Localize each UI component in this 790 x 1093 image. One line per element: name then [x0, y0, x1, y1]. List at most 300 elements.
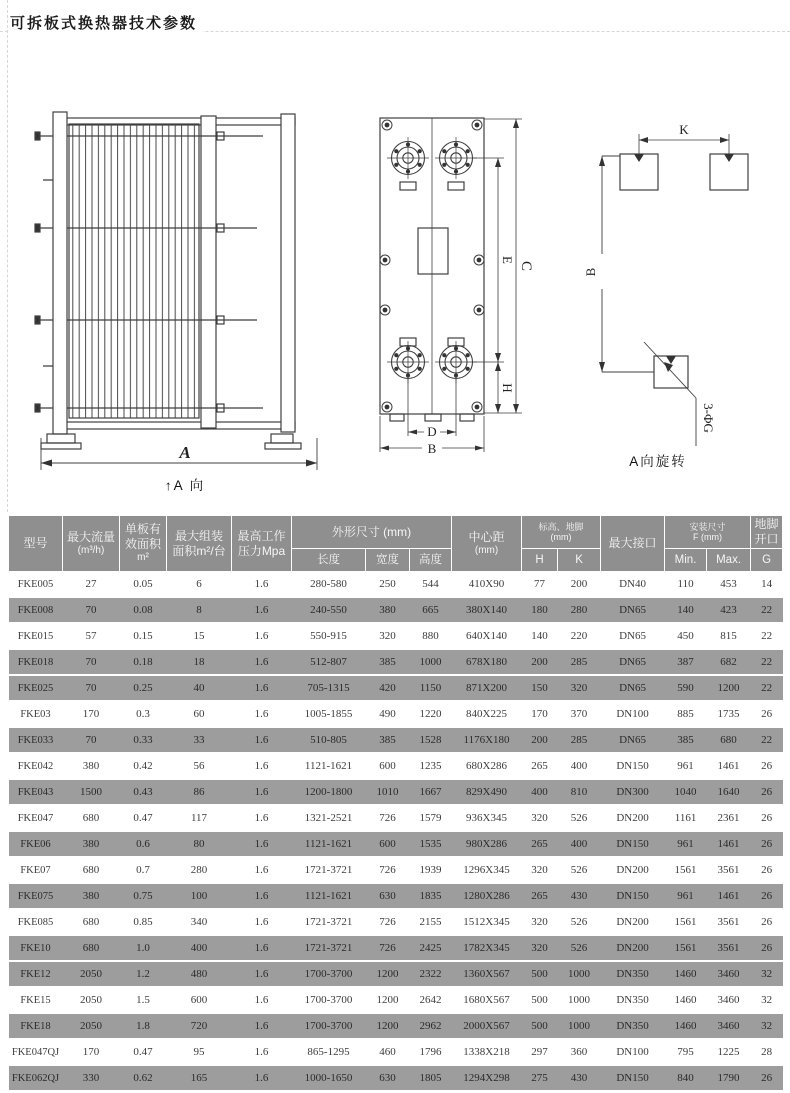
value-cell: DN200 — [601, 935, 665, 961]
value-cell: 26 — [751, 909, 783, 935]
value-cell: 1796 — [410, 1039, 452, 1065]
plate-pack — [69, 124, 199, 418]
edge-bolt — [474, 255, 484, 265]
model-cell: FKE06 — [9, 831, 63, 857]
value-cell: 885 — [665, 701, 707, 727]
value-cell: 320 — [522, 805, 558, 831]
value-cell: DN65 — [601, 675, 665, 701]
value-cell: 40 — [167, 675, 232, 701]
value-cell: DN200 — [601, 909, 665, 935]
value-cell: 170 — [63, 1039, 120, 1065]
value-cell: 380 — [63, 753, 120, 779]
value-cell: 961 — [665, 883, 707, 909]
value-cell: 526 — [558, 805, 601, 831]
value-cell: 500 — [522, 1013, 558, 1039]
value-cell: 1.6 — [232, 1065, 292, 1091]
value-cell: 460 — [366, 1039, 410, 1065]
value-cell: DN65 — [601, 597, 665, 623]
value-cell: 95 — [167, 1039, 232, 1065]
foot-plan-arrows — [599, 137, 734, 372]
value-cell: 80 — [167, 831, 232, 857]
value-cell: 26 — [751, 935, 783, 961]
value-cell: 170 — [522, 701, 558, 727]
value-cell: 430 — [558, 1065, 601, 1091]
value-cell: 1000 — [558, 1013, 601, 1039]
value-cell: 250 — [366, 572, 410, 598]
table-row — [9, 961, 783, 987]
side-view-caption: ↑A 向 — [164, 478, 206, 493]
value-cell: 544 — [410, 572, 452, 598]
value-cell: 1667 — [410, 779, 452, 805]
dim-d-label: D — [427, 424, 437, 439]
hole-note-label: 3-ΦG — [701, 403, 716, 433]
value-cell: 682 — [707, 649, 751, 675]
value-cell: 0.3 — [120, 701, 167, 727]
value-cell: 3561 — [707, 935, 751, 961]
table-row — [9, 805, 783, 831]
value-cell: 275 — [522, 1065, 558, 1091]
side-view-drawing — [25, 106, 355, 496]
value-cell: 0.85 — [120, 909, 167, 935]
col-header-assembly-area: 最大组装 面积m²/台 — [167, 516, 232, 572]
col-header-outline-dims: 外形尺寸 (mm) — [292, 516, 452, 549]
col-header-g: G — [751, 549, 783, 572]
value-cell: 1176X180 — [452, 727, 522, 753]
value-cell: 2050 — [63, 1013, 120, 1039]
value-cell: 480 — [167, 961, 232, 987]
value-cell: 26 — [751, 857, 783, 883]
value-cell: 678X180 — [452, 649, 522, 675]
value-cell: 70 — [63, 597, 120, 623]
value-cell: 0.05 — [120, 572, 167, 598]
value-cell: 400 — [522, 779, 558, 805]
value-cell: 22 — [751, 675, 783, 701]
value-cell: 829X490 — [452, 779, 522, 805]
value-cell: DN65 — [601, 649, 665, 675]
value-cell: 1461 — [707, 883, 751, 909]
value-cell: 200 — [558, 572, 601, 598]
value-cell: 526 — [558, 857, 601, 883]
value-cell: 1000-1650 — [292, 1065, 366, 1091]
port-flange — [435, 137, 477, 179]
value-cell: 500 — [522, 961, 558, 987]
value-cell: 600 — [366, 753, 410, 779]
value-cell: 726 — [366, 909, 410, 935]
table-row — [9, 883, 783, 909]
value-cell: 360 — [558, 1039, 601, 1065]
value-cell: 1.6 — [232, 883, 292, 909]
value-cell: 340 — [167, 909, 232, 935]
value-cell: 110 — [665, 572, 707, 598]
value-cell: DN200 — [601, 805, 665, 831]
side-view-structure — [35, 112, 317, 470]
value-cell: 871X200 — [452, 675, 522, 701]
value-cell: 1121-1621 — [292, 883, 366, 909]
model-cell: FKE047QJ — [9, 1039, 63, 1065]
value-cell: 2642 — [410, 987, 452, 1013]
value-cell: 1.6 — [232, 623, 292, 649]
value-cell: 453 — [707, 572, 751, 598]
model-cell: FKE018 — [9, 649, 63, 675]
model-cell: FKE005 — [9, 572, 63, 598]
value-cell: 680 — [63, 805, 120, 831]
port-flange — [387, 137, 429, 179]
value-cell: 3460 — [707, 987, 751, 1013]
table-row — [9, 623, 783, 649]
value-cell: 423 — [707, 597, 751, 623]
value-cell: 77 — [522, 572, 558, 598]
table-row — [9, 779, 783, 805]
value-cell: 1700-3700 — [292, 961, 366, 987]
value-cell: 380 — [63, 831, 120, 857]
value-cell: 1294X298 — [452, 1065, 522, 1091]
dim-b-label: B — [427, 441, 437, 456]
value-cell: 285 — [558, 649, 601, 675]
value-cell: 1161 — [665, 805, 707, 831]
value-cell: 400 — [558, 753, 601, 779]
model-cell: FKE03 — [9, 701, 63, 727]
col-header-work-pressure: 最高工作 压力Mpa — [232, 516, 292, 572]
value-cell: 795 — [665, 1039, 707, 1065]
value-cell: 1.6 — [232, 675, 292, 701]
value-cell: 380 — [63, 883, 120, 909]
value-cell: 297 — [522, 1039, 558, 1065]
value-cell: 1512X345 — [452, 909, 522, 935]
value-cell: 320 — [366, 623, 410, 649]
value-cell: 630 — [366, 883, 410, 909]
value-cell: 1200 — [366, 987, 410, 1013]
value-cell: 117 — [167, 805, 232, 831]
value-cell: 0.47 — [120, 805, 167, 831]
value-cell: 56 — [167, 753, 232, 779]
model-cell: FKE085 — [9, 909, 63, 935]
value-cell: 0.75 — [120, 883, 167, 909]
value-cell: 600 — [167, 987, 232, 1013]
value-cell: 1.6 — [232, 649, 292, 675]
value-cell: 590 — [665, 675, 707, 701]
table-row — [9, 935, 783, 961]
value-cell: 220 — [558, 623, 601, 649]
col-header-k: K — [558, 549, 601, 572]
value-cell: 0.7 — [120, 857, 167, 883]
value-cell: 28 — [751, 1039, 783, 1065]
value-cell: 1528 — [410, 727, 452, 753]
value-cell: 1121-1621 — [292, 753, 366, 779]
value-cell: 815 — [707, 623, 751, 649]
model-cell: FKE042 — [9, 753, 63, 779]
value-cell: 1000 — [410, 649, 452, 675]
col-header-install-dims: 安装尺寸 F (mm) — [665, 516, 751, 549]
edge-bolt — [380, 305, 390, 315]
value-cell: 1461 — [707, 753, 751, 779]
front-view-dim-lines — [380, 119, 522, 452]
value-cell: 3460 — [707, 1013, 751, 1039]
value-cell: 26 — [751, 753, 783, 779]
col-header-length: 长度 — [292, 549, 366, 572]
value-cell: DN100 — [601, 701, 665, 727]
value-cell: DN150 — [601, 883, 665, 909]
value-cell: 400 — [558, 831, 601, 857]
dim-b-label: B — [583, 267, 598, 277]
value-cell: 6 — [167, 572, 232, 598]
value-cell: 8 — [167, 597, 232, 623]
value-cell: 285 — [558, 727, 601, 753]
dim-e-label: E — [500, 256, 515, 264]
value-cell: 865-1295 — [292, 1039, 366, 1065]
table-row — [9, 831, 783, 857]
col-header-plate-area: 单板有 效面积 m² — [120, 516, 167, 572]
col-header-width: 宽度 — [366, 549, 410, 572]
value-cell: 840 — [665, 1065, 707, 1091]
col-header-center-distance: 中心距 (mm) — [452, 516, 522, 572]
value-cell: 961 — [665, 831, 707, 857]
value-cell: 387 — [665, 649, 707, 675]
value-cell: 1225 — [707, 1039, 751, 1065]
model-cell: FKE033 — [9, 727, 63, 753]
model-cell: FKE07 — [9, 857, 63, 883]
value-cell: 1.6 — [232, 727, 292, 753]
value-cell: 1200-1800 — [292, 779, 366, 805]
table-row — [9, 727, 783, 753]
value-cell: 32 — [751, 1013, 783, 1039]
value-cell: 2000X567 — [452, 1013, 522, 1039]
value-cell: 0.18 — [120, 649, 167, 675]
dim-a-label: A — [179, 443, 191, 462]
value-cell: 1939 — [410, 857, 452, 883]
value-cell: 1.6 — [232, 935, 292, 961]
value-cell: 26 — [751, 701, 783, 727]
value-cell: 265 — [522, 831, 558, 857]
value-cell: 961 — [665, 753, 707, 779]
value-cell: 1296X345 — [452, 857, 522, 883]
value-cell: 1338X218 — [452, 1039, 522, 1065]
value-cell: 2361 — [707, 805, 751, 831]
value-cell: 15 — [167, 623, 232, 649]
value-cell: 420 — [366, 675, 410, 701]
value-cell: 1005-1855 — [292, 701, 366, 727]
value-cell: 1460 — [665, 961, 707, 987]
value-cell: 1460 — [665, 1013, 707, 1039]
table-row — [9, 701, 783, 727]
dim-k-label: K — [679, 122, 689, 137]
col-header-h: H — [522, 549, 558, 572]
value-cell: 1.6 — [232, 805, 292, 831]
value-cell: 57 — [63, 623, 120, 649]
table-row — [9, 909, 783, 935]
value-cell: 18 — [167, 649, 232, 675]
value-cell: 1.6 — [232, 701, 292, 727]
value-cell: 1.6 — [232, 597, 292, 623]
nameplate — [418, 228, 448, 274]
value-cell: 1735 — [707, 701, 751, 727]
value-cell: 140 — [522, 623, 558, 649]
value-cell: 512-807 — [292, 649, 366, 675]
value-cell: 2155 — [410, 909, 452, 935]
value-cell: 0.6 — [120, 831, 167, 857]
value-cell: 1805 — [410, 1065, 452, 1091]
value-cell: 380X140 — [452, 597, 522, 623]
value-cell: 500 — [522, 987, 558, 1013]
table-row — [9, 753, 783, 779]
value-cell: 1700-3700 — [292, 1013, 366, 1039]
value-cell: 1.6 — [232, 857, 292, 883]
value-cell: 400 — [167, 935, 232, 961]
value-cell: 630 — [366, 1065, 410, 1091]
value-cell: 680 — [63, 935, 120, 961]
value-cell: 1321-2521 — [292, 805, 366, 831]
col-header-min: Min. — [665, 549, 707, 572]
table-row — [9, 1013, 783, 1039]
value-cell: DN150 — [601, 753, 665, 779]
value-cell: 1835 — [410, 883, 452, 909]
table-row — [9, 675, 783, 701]
value-cell: DN350 — [601, 961, 665, 987]
value-cell: 410X90 — [452, 572, 522, 598]
value-cell: 490 — [366, 701, 410, 727]
value-cell: 0.33 — [120, 727, 167, 753]
value-cell: 1.6 — [232, 1039, 292, 1065]
value-cell: 26 — [751, 883, 783, 909]
right-foot — [271, 434, 293, 443]
value-cell: 2962 — [410, 1013, 452, 1039]
left-foot — [47, 434, 75, 443]
value-cell: 680X286 — [452, 753, 522, 779]
value-cell: 1561 — [665, 935, 707, 961]
value-cell: 0.08 — [120, 597, 167, 623]
value-cell: 0.43 — [120, 779, 167, 805]
value-cell: 1150 — [410, 675, 452, 701]
value-cell: 1040 — [665, 779, 707, 805]
value-cell: 22 — [751, 597, 783, 623]
value-cell: 1700-3700 — [292, 987, 366, 1013]
value-cell: 26 — [751, 1065, 783, 1091]
value-cell: 320 — [522, 935, 558, 961]
table-body — [9, 572, 783, 1092]
value-cell: 1.6 — [232, 753, 292, 779]
value-cell: 3460 — [707, 961, 751, 987]
model-cell: FKE047 — [9, 805, 63, 831]
foot-plan-drawing — [580, 104, 785, 476]
value-cell: 980X286 — [452, 831, 522, 857]
value-cell: 200 — [522, 727, 558, 753]
corner-bolt — [382, 402, 392, 412]
value-cell: 726 — [366, 857, 410, 883]
value-cell: 22 — [751, 649, 783, 675]
value-cell: 2050 — [63, 987, 120, 1013]
value-cell: 1360X567 — [452, 961, 522, 987]
value-cell: 140 — [665, 597, 707, 623]
value-cell: 705-1315 — [292, 675, 366, 701]
value-cell: 380 — [366, 597, 410, 623]
value-cell: 936X345 — [452, 805, 522, 831]
value-cell: 2322 — [410, 961, 452, 987]
value-cell: 600 — [366, 831, 410, 857]
table-row — [9, 857, 783, 883]
table-row — [9, 987, 783, 1013]
value-cell: 3561 — [707, 909, 751, 935]
model-cell: FKE062QJ — [9, 1065, 63, 1091]
value-cell: 726 — [366, 935, 410, 961]
edge-bolt — [380, 255, 390, 265]
value-cell: 2425 — [410, 935, 452, 961]
value-cell: 370 — [558, 701, 601, 727]
value-cell: 450 — [665, 623, 707, 649]
value-cell: DN150 — [601, 831, 665, 857]
model-cell: FKE008 — [9, 597, 63, 623]
value-cell: 70 — [63, 675, 120, 701]
value-cell: 280 — [558, 597, 601, 623]
value-cell: 320 — [522, 857, 558, 883]
value-cell: 1561 — [665, 857, 707, 883]
value-cell: 726 — [366, 805, 410, 831]
value-cell: 165 — [167, 1065, 232, 1091]
value-cell: 1.6 — [232, 909, 292, 935]
value-cell: 640X140 — [452, 623, 522, 649]
value-cell: 680 — [707, 727, 751, 753]
value-cell: 180 — [522, 597, 558, 623]
value-cell: 526 — [558, 909, 601, 935]
value-cell: 1.6 — [232, 1013, 292, 1039]
foot-plan-caption: A向旋转 — [629, 454, 687, 469]
value-cell: 26 — [751, 779, 783, 805]
value-cell: 1200 — [366, 1013, 410, 1039]
value-cell: 1.6 — [232, 831, 292, 857]
value-cell: 320 — [522, 909, 558, 935]
value-cell: 1200 — [707, 675, 751, 701]
value-cell: DN200 — [601, 857, 665, 883]
value-cell: 1.8 — [120, 1013, 167, 1039]
value-cell: 1500 — [63, 779, 120, 805]
value-cell: 385 — [366, 727, 410, 753]
value-cell: 1535 — [410, 831, 452, 857]
value-cell: 150 — [522, 675, 558, 701]
value-cell: DN65 — [601, 623, 665, 649]
value-cell: 1461 — [707, 831, 751, 857]
value-cell: 720 — [167, 1013, 232, 1039]
value-cell: 86 — [167, 779, 232, 805]
header-row-1 — [9, 516, 783, 549]
dashed-guide-vertical — [7, 0, 8, 512]
value-cell: 1.0 — [120, 935, 167, 961]
corner-bolt — [472, 120, 482, 130]
value-cell: 100 — [167, 883, 232, 909]
corner-bolt — [382, 120, 392, 130]
table-row — [9, 1039, 783, 1065]
value-cell: 1782X345 — [452, 935, 522, 961]
dim-c-label: C — [518, 260, 534, 272]
model-cell: FKE10 — [9, 935, 63, 961]
parameters-table — [8, 515, 783, 1092]
model-cell: FKE18 — [9, 1013, 63, 1039]
value-cell: 0.47 — [120, 1039, 167, 1065]
model-cell: FKE075 — [9, 883, 63, 909]
value-cell: 27 — [63, 572, 120, 598]
value-cell: 430 — [558, 883, 601, 909]
corner-bolt — [472, 402, 482, 412]
value-cell: 1.6 — [232, 779, 292, 805]
col-header-elevation-foot: 标高、地脚 (mm) — [522, 516, 601, 549]
value-cell: 810 — [558, 779, 601, 805]
value-cell: 1235 — [410, 753, 452, 779]
value-cell: 70 — [63, 727, 120, 753]
value-cell: 60 — [167, 701, 232, 727]
value-cell: 32 — [751, 961, 783, 987]
value-cell: 0.15 — [120, 623, 167, 649]
foot-plan-structure — [602, 134, 748, 446]
col-header-max-port: 最大接口 — [601, 516, 665, 572]
value-cell: 0.62 — [120, 1065, 167, 1091]
value-cell: 680 — [63, 857, 120, 883]
